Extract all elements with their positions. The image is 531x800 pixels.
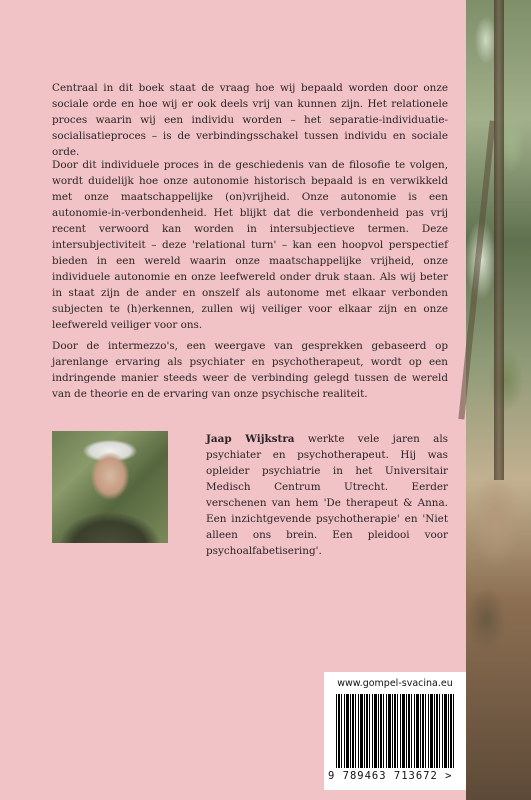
barcode-bars: [336, 694, 454, 768]
blurb-paragraph-1: Centraal in dit boek staat de vraag hoe wij bepaald worden door onze sociale orde en hoe wij er ook deels vrij van kunnen zijn. Het relationele proces waarin wij een individu worden – het separatie-individuatie-socialisatieproces – is de verbindingsschakel tussen individu en sociale orde.: [52, 82, 448, 158]
front-cover-edge-painting: [466, 0, 531, 800]
blurb-paragraph-3: Door de intermezzo's, een weergave van gesprekken gebaseerd op jarenlange ervaring als psychiater en psychotherapeut, wordt op een indringende manier steeds weer de verbinding gelegd tussen de wereld van de theorie en de ervaring van onze psychische realiteit.: [52, 340, 448, 400]
isbn-number: 9 789463 713672 >: [328, 770, 453, 782]
tree-trunk: [494, 0, 504, 480]
author-photo: [52, 431, 168, 543]
barcode-panel: [324, 672, 466, 790]
blurb-paragraph-2: Door dit individuele proces in de geschiedenis van de filosofie te volgen, wordt duidelijk hoe onze autonomie historisch bepaald is en verwikkeld met onze maatschappelijke (on)vrijheid. Onze autonomie is een autonomie-in-verbondenheid. Het blijkt dat die verbondenheid pas vrij recent verwoord kan worden in intersubjectieve termen. Deze intersubjectiviteit – deze 'relational turn' – kan een hoopvol perspectief bieden in een wereld waarin onze maatschappelijke vrijheid, onze individuele autonomie en onze leefwereld onder druk staan. Als wij beter in staat zijn de ander en onszelf als autonome met elkaar verbonden subjecten te (h)erkennen, zullen wij veiliger voor elkaar zijn en onze leefwereld veiliger voor ons.: [52, 159, 448, 331]
author-bio: [206, 431, 448, 559]
author-name: Jaap Wijkstra: [206, 433, 295, 445]
tree-trunk: [458, 121, 495, 420]
publisher-url: www.gompel-svacina.eu: [337, 678, 453, 689]
author-bio-text: werkte vele jaren als psychiater en psychotherapeut. Hij was opleider psychiatrie in het Universitair Medisch Centrum Utrecht. Eerder verschenen van hem 'De therapeut & Anna. Een inzichtgevende psychotherapie' en 'Niet alleen ons brein. Een pleidooi voor psychoalfabetisering'.: [206, 433, 448, 557]
